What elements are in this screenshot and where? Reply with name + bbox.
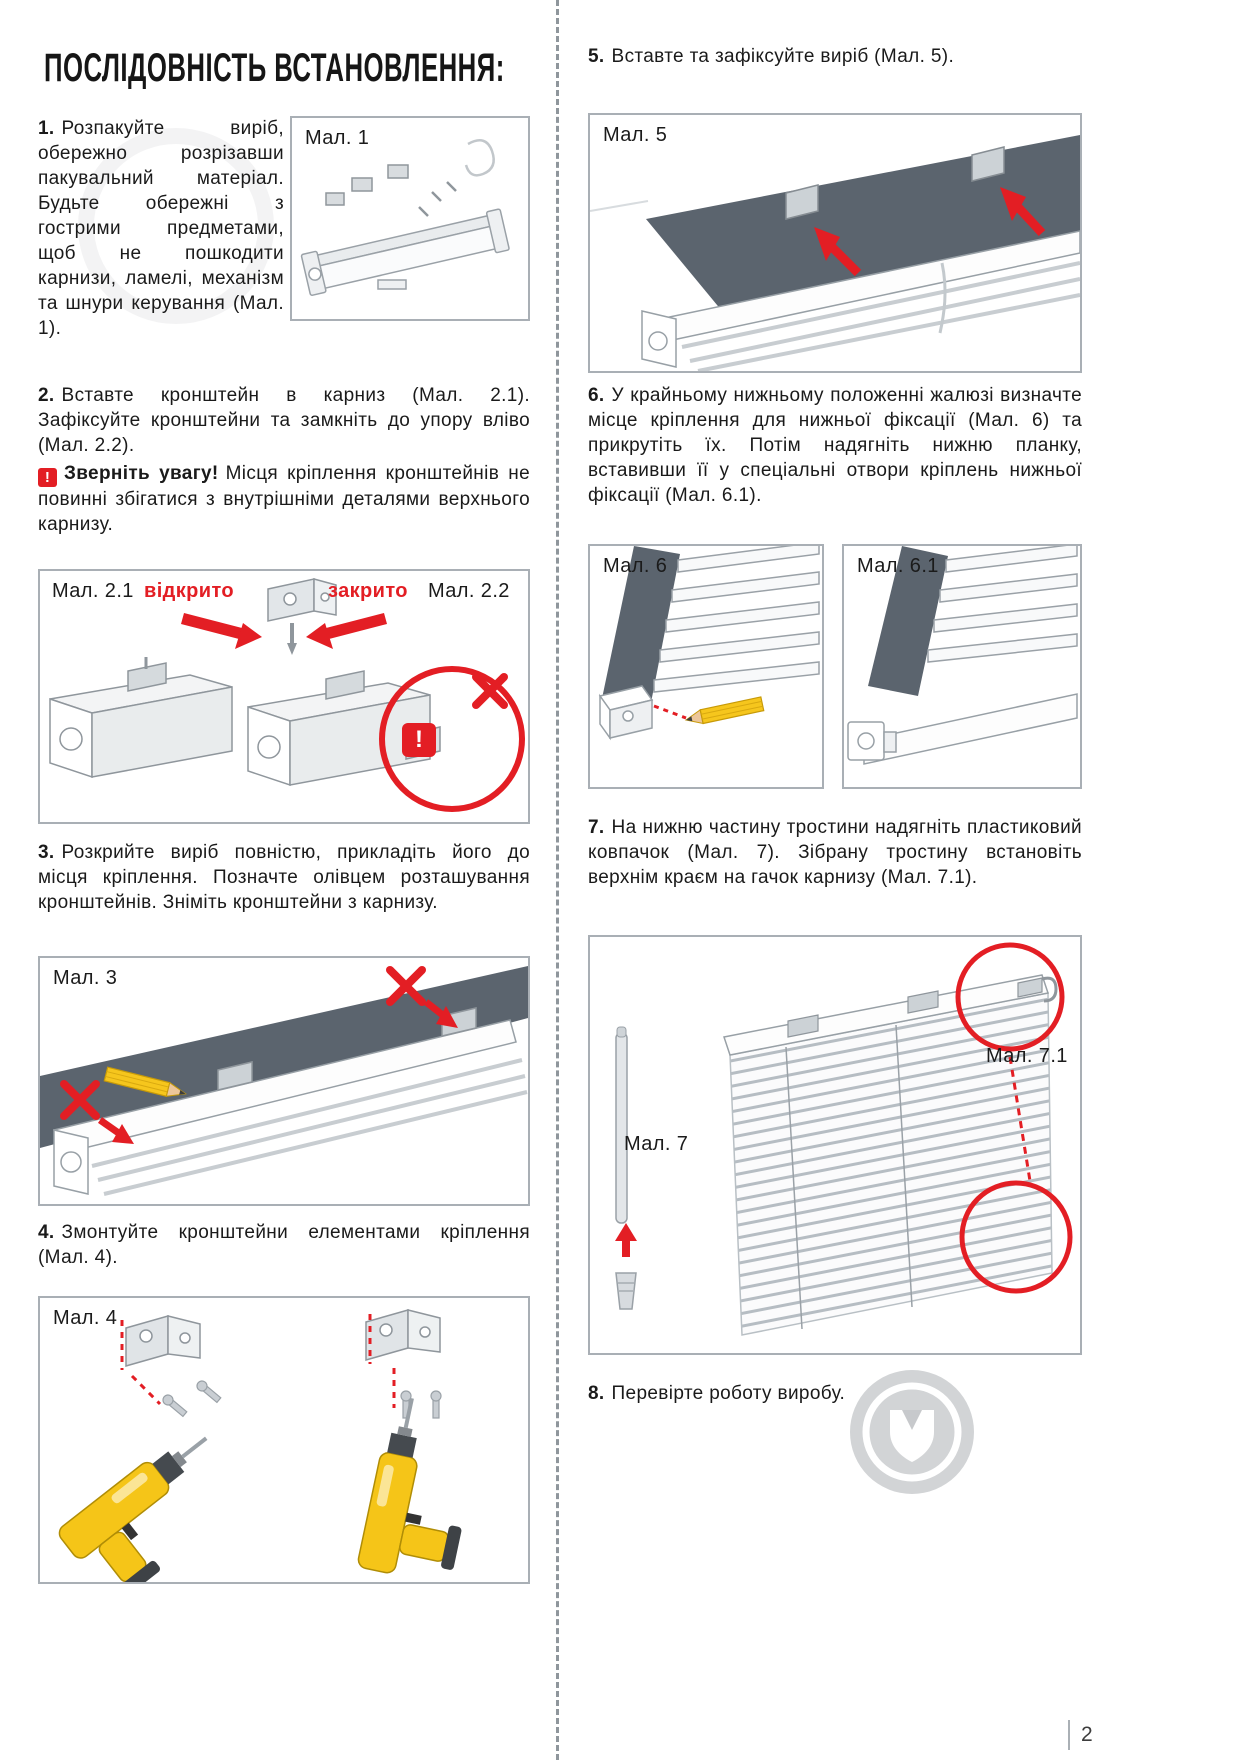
step-6-number: 6. xyxy=(588,385,605,406)
figure-1-label: Мал. 1 xyxy=(305,127,370,149)
step-6-text: 6. У крайньому нижньому положенні жалюзі визначте місце кріплення для нижньої фіксації (Мал. 6) та прикрутіть їх. Потім надягніть нижню планку, вставивши її у спеціальні отвори кріплень нижньої фіксації (Мал. 6.1). xyxy=(588,385,1082,506)
wand xyxy=(616,1027,627,1223)
step-3-text: 3. Розкрийте виріб повністю, прикладіть його до місця кріплення. Позначте олівцем розташування кронштейнів. Зніміть кронштейни з карнизу. xyxy=(38,842,530,913)
bracket-parts xyxy=(326,165,408,205)
step-7-text: 7. На нижню частину тростини надягніть пластиковий ковпачок (Мал. 7). Зібрану тростину встановіть верхнім краєм на гачок карнизу (Мал. 7.1). xyxy=(588,817,1082,888)
figure-2-2-label: Мал. 2.2 xyxy=(428,580,510,602)
headrail-section-open xyxy=(50,657,232,777)
red-up-arrow xyxy=(615,1223,637,1257)
figure-4-label: Мал. 4 xyxy=(53,1307,118,1329)
step-4-number: 4. xyxy=(38,1222,55,1243)
figure-2-closed-label: закрито xyxy=(328,580,408,602)
notice-text: ! Зверніть увагу! Місця кріплення кронштейнів не повинні збігатися з внутрішніми деталями верхнього карнизу. xyxy=(38,463,530,535)
step-8-number: 8. xyxy=(588,1383,605,1404)
figure-7-1-label: Мал. 7.1 xyxy=(986,1045,1068,1067)
page-number: 2 xyxy=(1081,1723,1093,1746)
slats xyxy=(928,546,1077,662)
page-title: ПОСЛІДОВНІСТЬ ВСТАНОВЛЕННЯ: xyxy=(44,45,505,90)
figure-5 xyxy=(588,113,1082,373)
figure-6-row xyxy=(588,544,1082,789)
fig6-lower-fix-illustration xyxy=(590,546,822,787)
step-7-number: 7. xyxy=(588,817,605,838)
step-1-text: 1. Розпакуйте виріб, обережно розрізавши пакувальний матеріал. Будьте обережні з гострими предметами, щоб не пошкодити карнизи, ламелі, механізм та шнури керування (Мал. 1). xyxy=(38,118,284,339)
step-5-number: 5. xyxy=(588,46,605,67)
red-dashed-mark xyxy=(654,706,686,718)
fig2-bracket-illustration xyxy=(40,571,528,822)
pencil-icon xyxy=(685,697,764,727)
warning-badge: ! xyxy=(402,723,436,757)
figure-7-label: Мал. 7 xyxy=(624,1133,689,1155)
step-1-block xyxy=(38,116,530,341)
warning-icon: ! xyxy=(38,468,57,487)
step-1-number: 1. xyxy=(38,118,55,139)
figure-6-label: Мал. 6 xyxy=(603,555,668,577)
figure-6-1 xyxy=(842,544,1082,789)
page-number-area xyxy=(1068,1720,1093,1750)
fig61-bottom-rail-illustration xyxy=(844,546,1080,787)
figure-5-label: Мал. 5 xyxy=(603,124,668,146)
step-4-text: 4. Змонтуйте кронштейни елементами кріплення (Мал. 4). xyxy=(38,1222,530,1268)
notice-title: Зверніть увагу! xyxy=(64,463,219,484)
drill-icon xyxy=(56,1423,253,1582)
figure-6 xyxy=(588,544,824,789)
figure-2-1-label: Мал. 2.1 xyxy=(52,580,134,602)
left-column xyxy=(38,30,530,1584)
figure-4 xyxy=(38,1296,530,1584)
screws xyxy=(161,1379,441,1418)
figure-1 xyxy=(290,116,530,321)
figure-3 xyxy=(38,956,530,1206)
drill-icon xyxy=(357,1394,487,1582)
fig4-mounting-illustration xyxy=(40,1298,528,1582)
cord-loop xyxy=(466,140,494,175)
figure-7 xyxy=(588,935,1082,1355)
figure-3-label: Мал. 3 xyxy=(53,967,118,989)
brand-watermark xyxy=(846,1366,978,1498)
bottom-rail xyxy=(864,694,1077,764)
right-column xyxy=(588,30,1082,1406)
figure-2-open-label: відкрито xyxy=(144,580,235,602)
bracket-icon xyxy=(366,1310,440,1360)
bracket-icon xyxy=(126,1316,200,1366)
screw-parts xyxy=(419,182,456,216)
slats xyxy=(654,546,819,692)
figure-6-1-label: Мал. 6.1 xyxy=(857,555,939,577)
red-arrows xyxy=(181,613,387,649)
bottom-fix-bracket xyxy=(600,686,652,738)
blinds xyxy=(724,975,1056,1335)
step-2-text: 2. Вставте кронштейн в карниз (Мал. 2.1). Зафіксуйте кронштейни та замкніть до упору вліво (Мал. 2.2). xyxy=(38,385,530,456)
footer-divider xyxy=(1068,1720,1070,1750)
figure-2 xyxy=(38,569,530,824)
fig5-install-illustration xyxy=(590,115,1080,371)
fig3-marking-illustration xyxy=(40,958,528,1204)
step-5-text: 5. Вставте та зафіксуйте виріб (Мал. 5). xyxy=(588,46,955,67)
column-divider xyxy=(556,0,559,1760)
step-8-text: 8. Перевірте роботу виробу. xyxy=(588,1383,846,1404)
plastic-cap xyxy=(616,1273,636,1309)
step-3-number: 3. xyxy=(38,842,55,863)
step-2-number: 2. xyxy=(38,385,55,406)
